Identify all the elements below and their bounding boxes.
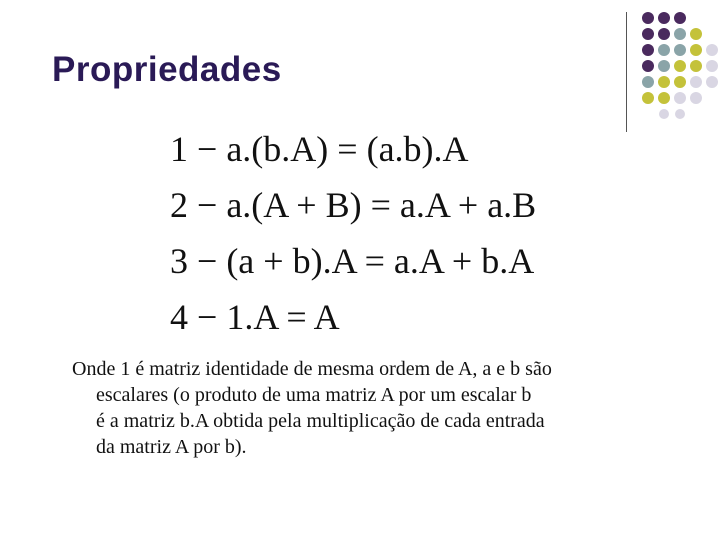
dot — [706, 44, 718, 56]
dot — [642, 28, 654, 40]
equation-rhs: A — [313, 297, 340, 337]
paragraph-line: Onde 1 é matriz identidade de mesma ordem de A, a e b são — [72, 358, 552, 380]
dot — [658, 28, 670, 40]
dot — [674, 76, 686, 88]
dot — [642, 44, 654, 56]
dot — [642, 12, 654, 24]
equation-rhs: a.A + b.A — [393, 241, 535, 281]
dot — [658, 60, 670, 72]
dot — [642, 76, 654, 88]
dot — [706, 76, 718, 88]
equation-lhs: a.(A + B) — [226, 185, 362, 225]
equation-1: 1 − a.(b.A) = (a.b).A — [170, 129, 469, 169]
paragraph-line: da matriz A por b). — [96, 436, 247, 458]
equation-2: 2 − a.(A + B) = a.A + a.B — [170, 185, 537, 225]
dot — [658, 76, 670, 88]
paragraph-line: escalares (o produto de uma matriz A por um escalar b — [96, 384, 532, 406]
equation-number: 4 — [170, 297, 188, 337]
equation-lhs: 1.A — [226, 297, 278, 337]
dot — [642, 92, 654, 104]
decorative-dot-grid — [640, 10, 720, 120]
dot — [690, 92, 702, 104]
dot — [659, 109, 669, 119]
dot — [674, 92, 686, 104]
dot — [642, 60, 654, 72]
dot — [658, 44, 670, 56]
equation-number: 1 — [170, 129, 188, 169]
equation-rhs: a.A + a.B — [399, 185, 537, 225]
equation-number: 2 — [170, 185, 188, 225]
equation-lhs: a.(b.A) — [226, 129, 329, 169]
explanation-paragraph — [72, 356, 672, 460]
dot — [674, 44, 686, 56]
vertical-divider — [626, 12, 627, 132]
paragraph-line: é a matriz b.A obtida pela multiplicação de cada entrada — [96, 410, 545, 432]
equation-number: 3 — [170, 241, 188, 281]
dot — [706, 60, 718, 72]
equation-4: 4 − 1.A = A — [170, 297, 340, 337]
dot — [690, 76, 702, 88]
equation-lhs: (a + b).A — [226, 241, 356, 281]
dot — [690, 60, 702, 72]
dot — [658, 12, 670, 24]
dot — [674, 60, 686, 72]
equation-rhs: (a.b).A — [366, 129, 469, 169]
equation-3: 3 − (a + b).A = a.A + b.A — [170, 241, 535, 281]
dot — [675, 109, 685, 119]
slide-title: Propriedades — [52, 50, 282, 89]
dot — [674, 12, 686, 24]
dot — [690, 44, 702, 56]
dot — [674, 28, 686, 40]
dot — [658, 92, 670, 104]
dot — [690, 28, 702, 40]
